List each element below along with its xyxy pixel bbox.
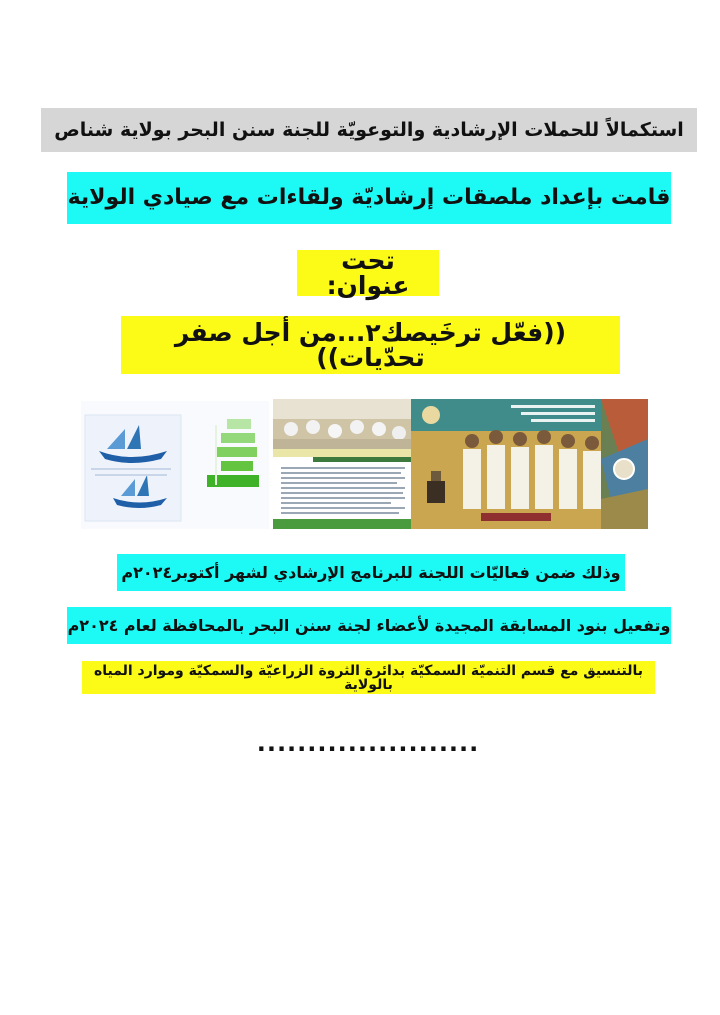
intro-text: استكمالاً للحملات الإرشادية والتوعويّة للجنة سنن البحر بولاية شناص [54,118,684,141]
competition-text: وتفعيل بنود المسابقة المجيدة لأعضاء لجنة سنن البحر بالمحافظة لعام ٢٠٢٤م [67,615,671,635]
intro-line [41,108,697,152]
activity-line [67,172,671,224]
poster-middle-image [273,399,411,529]
meeting-photo-with-flyer [273,399,411,529]
competition-line [67,607,671,644]
poster-right-image [411,399,648,529]
program-line [117,554,625,591]
campaign-title-text: ((فعّل ترخَيصك٢...من أجل صفر تحدّيات)) [174,318,567,372]
campaign-title-line [121,316,620,374]
activity-text: قامت بإعداد ملصقات إرشاديّة ولقاءات مع صيادي الولاية [67,185,671,210]
ship-logo-poster [81,401,269,529]
award-ceremony-banner [411,399,648,529]
program-text: وذلك ضمن فعاليّات اللجنة للبرنامج الإرشادي لشهر أكتوبر٢٠٢٤م [121,562,621,582]
poster-left-image [81,401,269,529]
under-title-text: تحت عنوان: [326,246,410,300]
dotted-separator [238,731,498,755]
dots-text: ...................... [256,729,480,757]
coordination-text: بالتنسيق مع قسم التنميّة السمكيّة بدائرة الثروة الزراعيّة والسمكيّة وموارد المياه بالولاية [93,662,644,693]
under-title-line [297,246,439,300]
coordination-line [82,661,655,694]
